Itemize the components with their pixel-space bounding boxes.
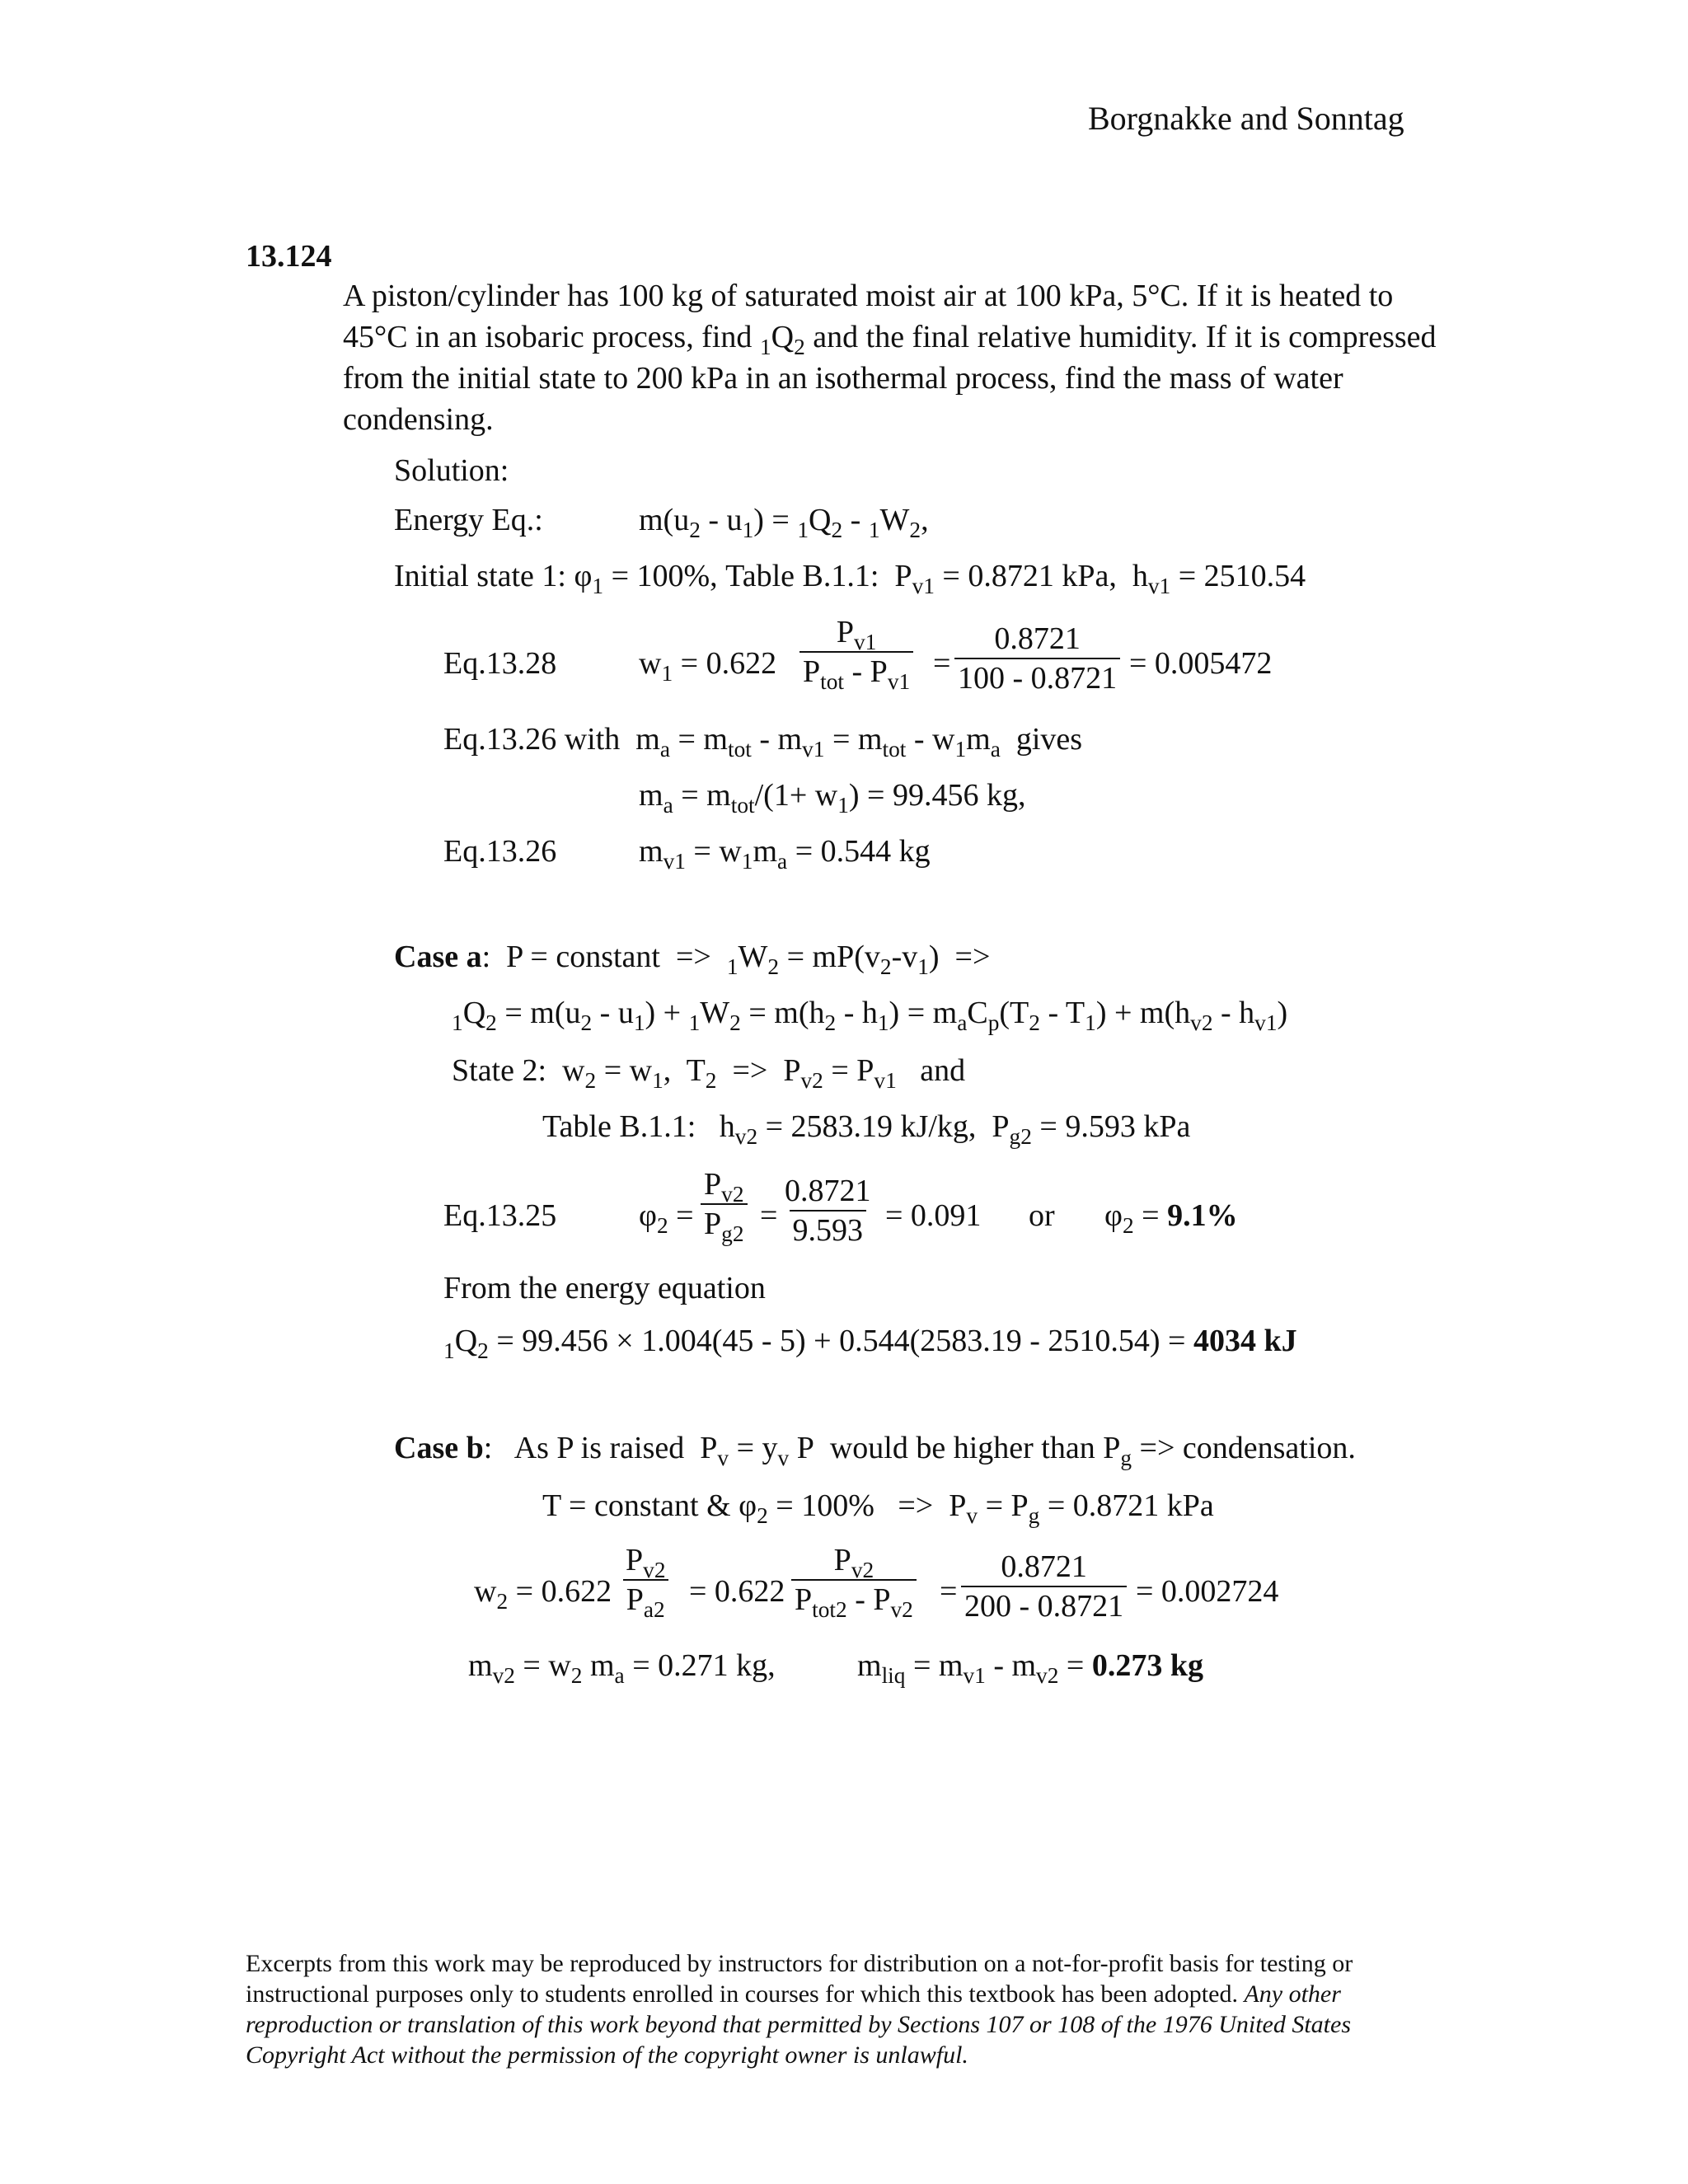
initial-phi: = 100%, Table B.1.1: [611, 559, 879, 593]
pv1-value: = 0.8721 kPa, [942, 559, 1117, 593]
w2-lhs: $w_2 = 0.622$ [474, 1574, 612, 1614]
footer-italic: Any other reproduction or translation of this work beyond that permitted by Sections 107 or 108 of the 1976 United States Copyright Act without the permission of the copyright owner is unlawful. [246, 1980, 1352, 2069]
and-label: and [920, 1053, 966, 1088]
w1-coef: = 0.622 [680, 646, 777, 681]
table-b11-label: Table B.1.1: [542, 1109, 696, 1144]
case-b-line: Case b: As P is raised $P_v = y_v$ P would be higher than $P_g$ => condensation. [394, 1431, 1356, 1470]
hv2-value: = 2583.19 kJ/kg, [765, 1109, 977, 1144]
case-b-line1b: would be higher than [829, 1431, 1095, 1465]
problem-number: 13.124 [246, 239, 332, 274]
q-calculation: $_1Q_2 = 99.456 \times 1.004(45 - 5) + 0.544(2583.19 - 2510.54) = 4034$ kJ [443, 1324, 1297, 1363]
eq-13-26-label: Eq.13.26 [443, 834, 557, 869]
case-a-p-const: P = constant [506, 940, 660, 974]
energy-eq: $m(u_2 - u_1) = _1Q_2 - _1W_2$, [639, 503, 929, 542]
ma-result: = 99.456 kg, [867, 778, 1026, 813]
gives-label: gives [1015, 722, 1083, 757]
phi2-result-line: $\varphi_2 = 9.1\%$ [1104, 1198, 1238, 1238]
phi2-num: 0.8721 [785, 1174, 871, 1208]
case-a-line: Case a: P = constant => $_1W_2 = mP(v_2-v_1)$ => [394, 940, 991, 979]
hv1-value: = 2510.54 [1178, 559, 1306, 593]
mv2-result: = 0.271 kg, [632, 1648, 776, 1683]
copyright-footer [246, 1948, 1449, 2070]
eq-13-26-with-line: Eq.13.26 with $m_a = m_{tot} - m_{v1} = m_{tot} - w_1m_a$ gives [443, 722, 1083, 762]
eq-13-28-label: Eq.13.28 [443, 646, 557, 681]
ma-eq: $m_a = m_{tot}/(1+ w_1) = 99.456$ kg, [639, 778, 1026, 818]
w2-fraction-1: $\frac{P_{v2}}{P_{a2}}$ [622, 1544, 669, 1615]
problem-statement: A piston/cylinder has 100 kg of saturated moist air at 100 kPa, 5°C. If it is heated to 45°C in an isobaric process, find $_1Q_2$ and the final relative humidity. If it is compressed from the initial state to 200 kPa in an isothermal process, find the mass of water condensing. [343, 279, 1437, 437]
phi-100: = 100% [776, 1488, 874, 1523]
equals-sign: = [933, 646, 951, 681]
energy-eq-label: Energy Eq.: [394, 503, 543, 537]
case-a-q-eq: $_1Q_2 = m(u_2 - u_1) + _1W_2 = m(h_2 - h_1) = m_aC_p(T_2 - T_1) + m(h_{v2} - h_{v1})$ [452, 996, 1288, 1035]
q-calc: = 99.456 × 1.004(45 - 5) + 0.544(2583.19 - 2510.54) = [496, 1324, 1186, 1358]
t-const: T = constant & [542, 1488, 731, 1523]
mliq-line: $m_{liq} = m_{v1} - m_{v2} = 0.273$ kg [857, 1648, 1203, 1688]
initial-state-label: Initial state 1: [394, 559, 566, 593]
w1-fraction-symbolic: $P_{v1}$ $P_{tot} - P_{v1}$ [799, 616, 913, 687]
case-b-label: Case b [394, 1431, 484, 1465]
mv1-result: = 0.544 kg [795, 834, 931, 869]
phi2-den: 9.593 [790, 1210, 867, 1246]
phi2-value: = 0.091 [885, 1198, 982, 1233]
state-2-label: State 2: [452, 1053, 547, 1088]
case-a-label: Case a [394, 940, 482, 974]
running-header: Borgnakke and Sonntag [1088, 100, 1404, 137]
w2-den: 200 - 0.8721 [961, 1586, 1127, 1622]
solution-heading: Solution: [394, 453, 509, 488]
equals-sign: = [940, 1574, 958, 1609]
state-2-line: State 2: $w_2 = w_1$, $T_2 => P_{v2} = P_{v1}$ and [452, 1053, 966, 1093]
w1-den: 100 - 0.8721 [954, 658, 1120, 694]
footer-normal: Excerpts from this work may be reproduced by instructors for distribution on a not-for-profit basis for testing or instructional purposes only to students enrolled in courses for which this textbook has been adopted. [246, 1950, 1353, 2008]
initial-state-line: Initial state 1: $\varphi_1 = 100\%$, Table B.1.1: $P_{v1} = 0.8721$ kPa, $h_{v1} = 2510.54$ [394, 559, 1306, 598]
case-b-line1: As P is raised [513, 1431, 685, 1465]
mliq-result: 0.273 kg [1091, 1648, 1203, 1683]
statement-part-2: and the final relative humidity. If it is compressed from the initial state to 200 kPa in an isothermal process, find the mass of water condensing. [343, 320, 1437, 437]
phi2-result: 9.1% [1167, 1198, 1238, 1233]
t-const-line: T = constant & $\varphi_2 = 100\% => P_v = P_g = 0.8721$ kPa [542, 1488, 1214, 1528]
equals-sign: = [760, 1198, 778, 1233]
w2-num: 0.8721 [1001, 1549, 1087, 1584]
eq-13-25-label: Eq.13.25 [443, 1198, 557, 1233]
pg-value: = 0.8721 kPa [1047, 1488, 1214, 1523]
w2-fraction-numeric [961, 1551, 1127, 1622]
phi2-fraction-numeric [781, 1175, 874, 1246]
w1-fraction-numeric [954, 623, 1120, 694]
w2-coef: = 0.622 [515, 1574, 612, 1609]
mv2-line: $m_{v2} = w_2$ $m_a = 0.271$ kg, [468, 1648, 776, 1688]
statement-part-1: A piston/cylinder has 100 kg of saturated moist air at 100 kPa, 5°C. If it is heated to 45°C in an isobaric process, find [343, 279, 1394, 354]
energy-equation-text: From the energy equation [443, 1271, 766, 1305]
eq-13-26-with-label: Eq.13.26 with [443, 722, 621, 757]
w1-num: 0.8721 [994, 621, 1081, 656]
w1-result: = 0.005472 [1129, 646, 1273, 681]
w2-fraction-2: $P_{v2}$ $P_{tot2} - P_{v2}$ [791, 1544, 917, 1615]
phi2-lhs: $\varphi_2$ = [639, 1198, 694, 1238]
q-result: 4034 kJ [1193, 1324, 1297, 1358]
or-label: or [1029, 1198, 1055, 1233]
mv1-eq: $m_{v1} = w_1m_a = 0.544$ kg [639, 834, 931, 874]
phi2-fraction-symbolic: $\frac{P_{v2}}{P_{g2}}$ [701, 1169, 748, 1240]
w1-lhs: $w_1 = 0.622$ [639, 646, 777, 686]
table-b11-line: Table B.1.1: $h_{v2} = 2583.19$ kJ/kg, $P_{g2} = 9.593$ kPa [542, 1109, 1191, 1149]
w2-result: = 0.002724 [1136, 1574, 1279, 1609]
pg2-value: = 9.593 kPa [1039, 1109, 1191, 1144]
condensation-label: => condensation. [1139, 1431, 1356, 1465]
w2-coef-2: = 0.622 [689, 1574, 785, 1609]
